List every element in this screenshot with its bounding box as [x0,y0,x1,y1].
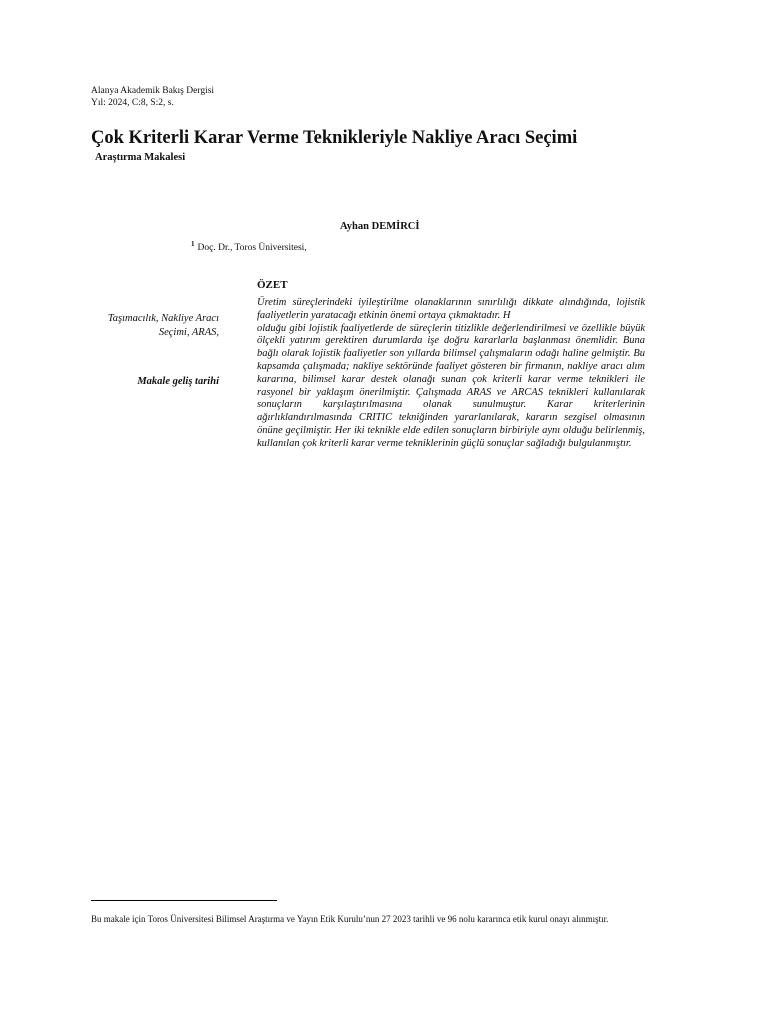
journal-issue: Yıl: 2024, C:8, S:2, s. [91,97,174,108]
affiliation-text: Doç. Dr., Toros Üniversitesi, [197,243,307,254]
keywords: Taşımacılık, Nakliye Aracı Seçimi, ARAS, [107,313,219,338]
footnote-divider [91,900,277,901]
author-name: Ayhan DEMİRCİ [340,221,420,232]
article-type: Araştırma Makalesi [95,152,186,163]
author-affiliation [191,240,307,253]
abstract-line: Üretim süreçlerindeki iyileştirilme olanaklarının sınırlılığı dikkate alındığında, lojistik faaliyetlerin yaratacağı etkinin önemi ortaya çıkmaktadır. H [257,297,645,321]
article-title: Çok Kriterli Karar Verme Teknikleriyle Nakliye Aracı Seçimi [91,128,578,148]
journal-name: Alanya Akademik Bakış Dergisi [91,86,215,96]
journal-info [91,86,214,109]
footnote: Bu makale için Toros Üniversitesi Bilimsel Araştırma ve Yayın Etik Kurulu’nun 27 2023 tarihli ve 96 nolu kararınca etik kurul onayı alınmıştır. [91,914,609,924]
abstract-line: olduğu gibi lojistik faaliyetlerde de süreçlerin titizlikle değerlendirilmesi ve özellikle büyük ölçekli yatırım gerektiren durumlarda işe doğru kararlarla başlanması önemlidir. Buna bağlı olarak lojistik faaliyetler son yıllarda bilimsel çalışmaların odağı haline gelmiştir. Bu kapsamda çalışmada; nakliye sektöründe faaliyet gösteren bir firmanın, nakliye aracı alım kararına, bilimsel karar destek olanağı sunan çok kriterli karar verme teknikleri ile rasyonel bir yaklaşım önerilmiştir. Çalışmada ARAS ve ARCAS teknikleri kullanılarak sonuçların karşılaştırılmasına olanak sunulmuştur. Karar kriterlerinin ağırlıklandırılmasında CRITIC tekniğinden yararlanılarak, kararın sezgisel olmasının önüne geçilmiştir. Her iki teknikle elde edilen sonuçların birbiriyle aynı olduğu belirlenmiş, kullanılan çok kriterli karar verme tekniklerinin güçlü sonuçlar sağladığı bulgulanmıştır. [257,322,645,449]
received-date-label: Makale geliş tarihi [137,376,219,387]
abstract-body [257,297,645,451]
abstract-heading: ÖZET [257,279,288,291]
affiliation-marker: 1 [191,240,195,248]
